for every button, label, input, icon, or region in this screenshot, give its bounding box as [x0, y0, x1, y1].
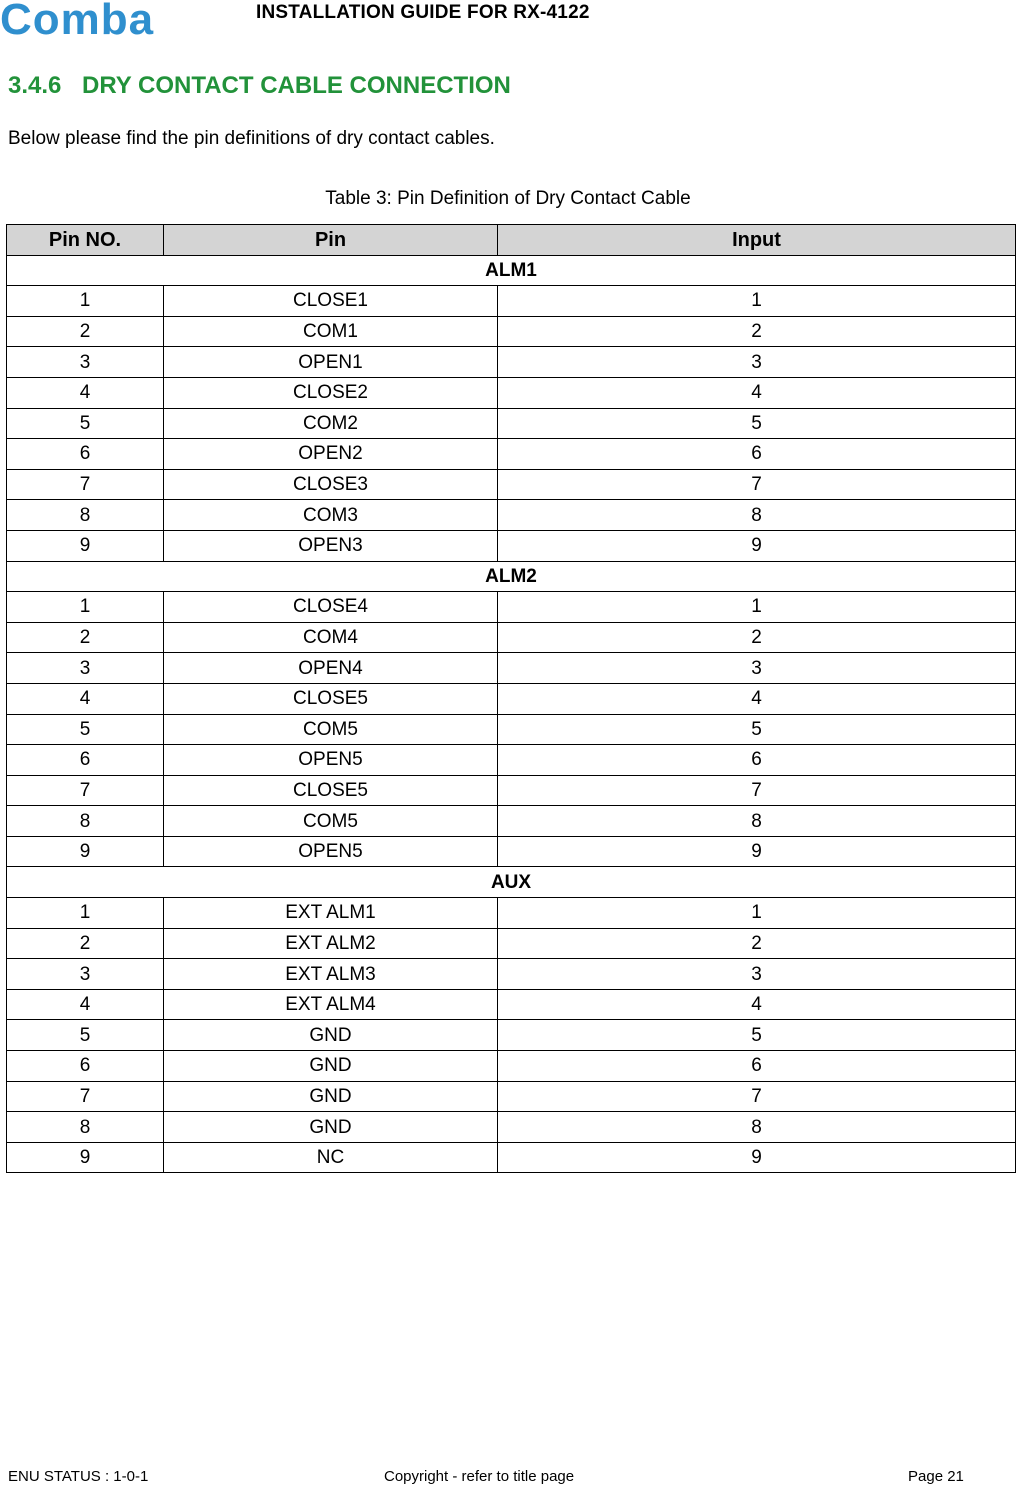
table-row	[7, 898, 1016, 929]
cell-pin: EXT ALM4	[164, 989, 498, 1020]
cell-pin: GND	[164, 1051, 498, 1082]
cell-pin-no: 2	[7, 316, 164, 347]
logo-wordmark: Comba	[0, 0, 155, 40]
group-label: AUX	[7, 867, 1016, 898]
cell-input: 3	[498, 347, 1016, 378]
cell-input: 4	[498, 377, 1016, 408]
cell-pin: CLOSE5	[164, 775, 498, 806]
table-row	[7, 989, 1016, 1020]
cell-pin: EXT ALM2	[164, 928, 498, 959]
cell-pin-no: 5	[7, 714, 164, 745]
cell-pin-no: 7	[7, 775, 164, 806]
cell-pin-no: 9	[7, 530, 164, 561]
cell-input: 2	[498, 316, 1016, 347]
cell-pin: GND	[164, 1081, 498, 1112]
cell-pin: COM5	[164, 806, 498, 837]
cell-input: 9	[498, 530, 1016, 561]
cell-pin: COM3	[164, 500, 498, 531]
cell-pin: COM1	[164, 316, 498, 347]
cell-input: 6	[498, 745, 1016, 776]
table-row	[7, 1020, 1016, 1051]
cell-input: 9	[498, 1142, 1016, 1173]
cell-pin-no: 3	[7, 653, 164, 684]
table-row	[7, 439, 1016, 470]
cell-input: 1	[498, 286, 1016, 317]
cell-pin-no: 3	[7, 959, 164, 990]
cell-input: 8	[498, 1112, 1016, 1143]
cell-pin: CLOSE4	[164, 592, 498, 623]
cell-input: 9	[498, 836, 1016, 867]
cell-pin-no: 2	[7, 928, 164, 959]
table-row	[7, 806, 1016, 837]
document-title: INSTALLATION GUIDE FOR RX-4122	[256, 2, 590, 23]
cell-input: 3	[498, 653, 1016, 684]
table-row	[7, 316, 1016, 347]
cell-input: 8	[498, 500, 1016, 531]
cell-pin: COM4	[164, 622, 498, 653]
cell-input: 5	[498, 408, 1016, 439]
cell-pin: GND	[164, 1112, 498, 1143]
cell-input: 7	[498, 775, 1016, 806]
comba-logo	[0, 0, 182, 40]
table-row	[7, 683, 1016, 714]
footer-status: ENU STATUS : 1-0-1	[8, 1468, 149, 1485]
cell-pin-no: 4	[7, 377, 164, 408]
table-body	[7, 255, 1016, 1173]
table-row	[7, 1112, 1016, 1143]
cell-pin: CLOSE5	[164, 683, 498, 714]
cell-pin-no: 4	[7, 683, 164, 714]
cell-input: 7	[498, 1081, 1016, 1112]
cell-pin-no: 5	[7, 408, 164, 439]
cell-input: 2	[498, 622, 1016, 653]
table-row	[7, 928, 1016, 959]
cell-pin-no: 6	[7, 745, 164, 776]
cell-input: 1	[498, 592, 1016, 623]
cell-input: 4	[498, 683, 1016, 714]
table-row	[7, 592, 1016, 623]
cell-pin-no: 6	[7, 1051, 164, 1082]
cell-input: 4	[498, 989, 1016, 1020]
table-row	[7, 1081, 1016, 1112]
cell-input: 8	[498, 806, 1016, 837]
cell-pin: COM5	[164, 714, 498, 745]
table-row	[7, 408, 1016, 439]
cell-pin-no: 5	[7, 1020, 164, 1051]
cell-pin-no: 1	[7, 592, 164, 623]
cell-input: 3	[498, 959, 1016, 990]
cell-pin-no: 1	[7, 898, 164, 929]
table-row	[7, 377, 1016, 408]
table-row	[7, 745, 1016, 776]
cell-pin-no: 8	[7, 806, 164, 837]
cell-pin-no: 8	[7, 1112, 164, 1143]
cell-pin-no: 2	[7, 622, 164, 653]
table-row	[7, 469, 1016, 500]
cell-pin: OPEN1	[164, 347, 498, 378]
cell-pin-no: 3	[7, 347, 164, 378]
cell-pin: OPEN5	[164, 745, 498, 776]
table-row	[7, 286, 1016, 317]
cell-pin-no: 7	[7, 469, 164, 500]
cell-pin-no: 7	[7, 1081, 164, 1112]
table-row	[7, 959, 1016, 990]
cell-pin: NC	[164, 1142, 498, 1173]
cell-pin: COM2	[164, 408, 498, 439]
column-header-pin-no: Pin NO.	[7, 225, 164, 256]
cell-input: 1	[498, 898, 1016, 929]
cell-input: 5	[498, 714, 1016, 745]
table-row	[7, 1051, 1016, 1082]
footer-page-number: Page 21	[908, 1468, 964, 1485]
cell-pin: CLOSE1	[164, 286, 498, 317]
section-title: DRY CONTACT CABLE CONNECTION	[82, 72, 511, 99]
table-row	[7, 1142, 1016, 1173]
table-row	[7, 530, 1016, 561]
table-caption: Table 3: Pin Definition of Dry Contact Cable	[325, 188, 691, 209]
cell-pin-no: 8	[7, 500, 164, 531]
cell-pin: GND	[164, 1020, 498, 1051]
column-header-input: Input	[498, 225, 1016, 256]
column-header-pin: Pin	[164, 225, 498, 256]
table-header-row	[7, 225, 1016, 256]
intro-paragraph: Below please find the pin definitions of dry contact cables.	[8, 128, 495, 149]
cell-pin: OPEN4	[164, 653, 498, 684]
cell-pin: CLOSE3	[164, 469, 498, 500]
cell-pin: OPEN2	[164, 439, 498, 470]
cell-pin: CLOSE2	[164, 377, 498, 408]
group-label: ALM1	[7, 255, 1016, 286]
cell-input: 6	[498, 439, 1016, 470]
table-row	[7, 622, 1016, 653]
cell-pin-no: 4	[7, 989, 164, 1020]
cell-pin-no: 6	[7, 439, 164, 470]
cell-pin: EXT ALM1	[164, 898, 498, 929]
cell-pin: OPEN5	[164, 836, 498, 867]
cell-input: 6	[498, 1051, 1016, 1082]
table-row	[7, 714, 1016, 745]
cell-pin: OPEN3	[164, 530, 498, 561]
cell-input: 2	[498, 928, 1016, 959]
group-row-alm2	[7, 561, 1016, 592]
cell-input: 5	[498, 1020, 1016, 1051]
cell-pin: EXT ALM3	[164, 959, 498, 990]
table-row	[7, 653, 1016, 684]
table-row	[7, 347, 1016, 378]
table-row	[7, 836, 1016, 867]
cell-pin-no: 9	[7, 1142, 164, 1173]
cell-pin-no: 1	[7, 286, 164, 317]
footer-copyright: Copyright - refer to title page	[384, 1468, 575, 1485]
cell-pin-no: 9	[7, 836, 164, 867]
cell-input: 7	[498, 469, 1016, 500]
table-row	[7, 500, 1016, 531]
table-row	[7, 775, 1016, 806]
pin-definition-table	[6, 224, 1016, 1173]
section-number: 3.4.6	[8, 72, 62, 99]
section-heading	[8, 72, 511, 100]
group-row-alm1	[7, 255, 1016, 286]
group-row-aux	[7, 867, 1016, 898]
group-label: ALM2	[7, 561, 1016, 592]
